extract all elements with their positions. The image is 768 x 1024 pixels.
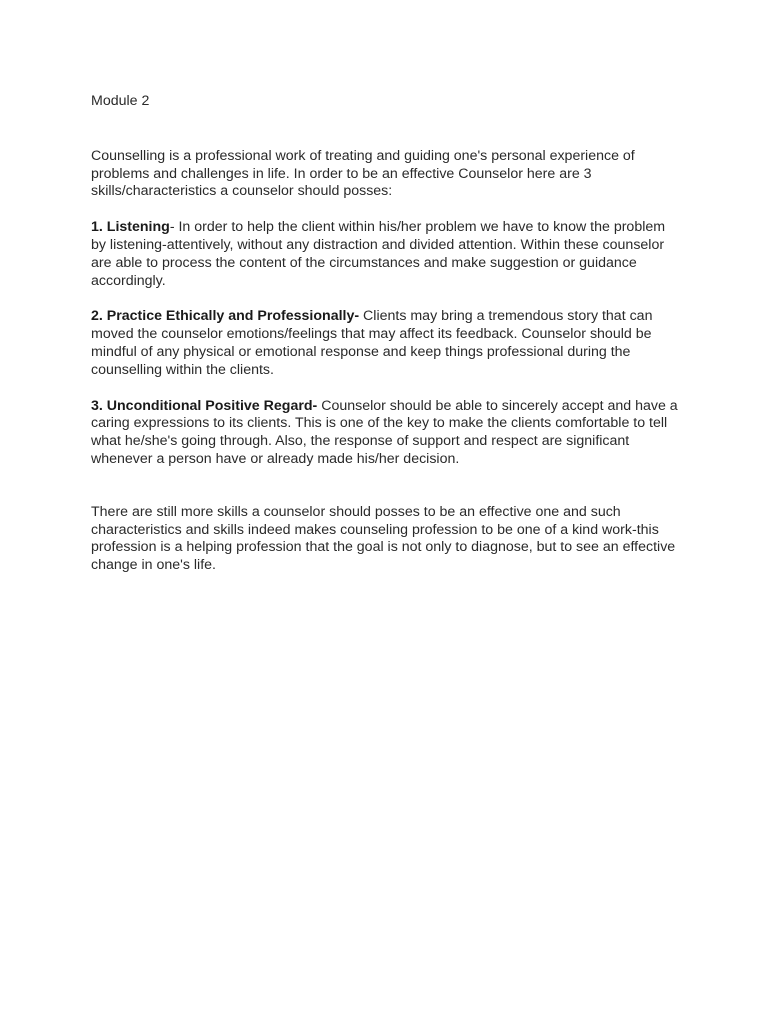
skill-text-ethics: Clients may bring a tremendous story that can moved the counselor emotions/feelings that may affect its feedback. Counselor should be mindful of any physical or emotional response and keep things professional during the counselling within the clients. bbox=[91, 308, 653, 378]
closing-paragraph: There are still more skills a counselor should posses to be an effective one and such characteristics and skills indeed makes counseling profession to be one of a kind work-this profession is a helping profession that the goal is not only to diagnose, but to see an effective change in one's life. bbox=[91, 503, 676, 574]
skill-paragraph-listening bbox=[91, 219, 681, 290]
skill-paragraph-positive-regard bbox=[91, 398, 681, 469]
skill-text-listening: - In order to help the client within his/her problem we have to know the problem by listening-attentively, without any distraction and divided attention. Within these counselor are able to process the content of the circumstances and make suggestion or guidance accordingly. bbox=[91, 219, 666, 289]
skill-text-positive-regard: Counselor should be able to sincerely accept and have a caring expressions to its clients. This is one of the key to make the clients comfortable to tell what he/she's going through. Also, the response of support and respect are significant whenever a person have or already made his/her decision. bbox=[91, 397, 678, 467]
intro-paragraph: Counselling is a professional work of treating and guiding one's personal experience of problems and challenges in life. In order to be an effective Counselor here are 3 skills/characteristics a counselor should posses: bbox=[91, 147, 635, 200]
skill-heading-listening: 1. Listening bbox=[91, 219, 170, 236]
document-body bbox=[91, 93, 681, 575]
document-title: Module 2 bbox=[91, 93, 150, 109]
skill-heading-ethics: 2. Practice Ethically and Professionally- bbox=[91, 308, 360, 325]
skill-paragraph-ethics bbox=[91, 308, 681, 379]
skill-heading-positive-regard: 3. Unconditional Positive Regard- bbox=[91, 397, 318, 414]
